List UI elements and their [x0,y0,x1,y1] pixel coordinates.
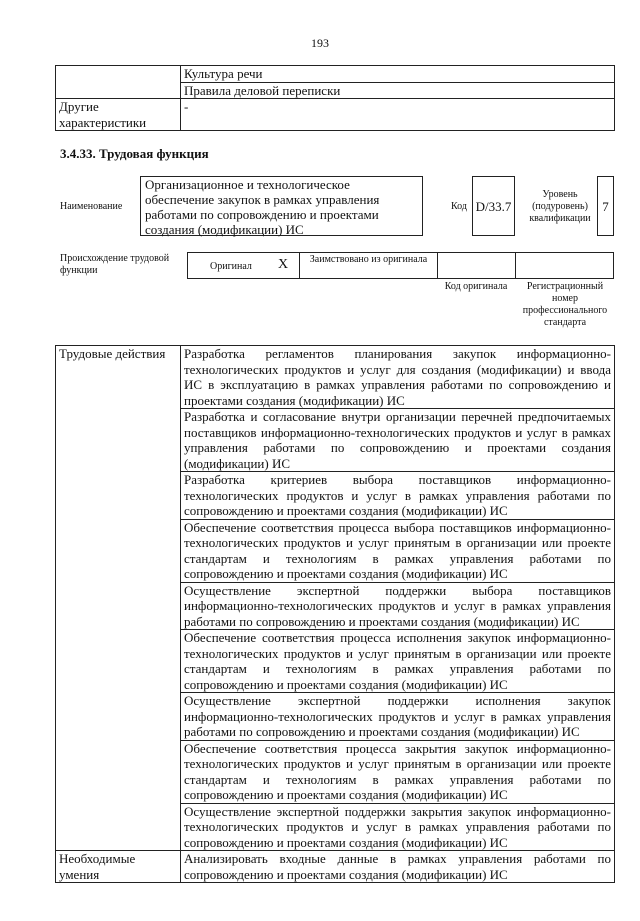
labor-action: Обеспечение соответствия процесса закрытия закупок информационно-технологических продуктов и услуг принятым в организации или проекте стандартам и технологиям в рамках управления работами по сопровождению и проектами создания (модификации) ИС [181,740,615,803]
origin-box [187,252,614,279]
skills-label: Необходимые умения [56,851,181,883]
labor-action: Осуществление экспертной поддержки исполнения закупок информационно-технологических продуктов и услуг в рамках управления работами по сопровождению и проектами создания (модификации) ИС [181,693,615,741]
level-value: 7 [597,176,614,236]
labor-action: Осуществление экспертной поддержки выбора поставщиков информационно-технологических продуктов и услуг в рамках управления работами по сопровождению и проектами создания (модификации) ИС [181,582,615,630]
original-label: Оригинал [210,261,252,272]
code-label: Код [451,201,467,212]
cell-value: - [181,99,615,131]
name-value: Организационное и технологическое обеспечение закупок в рамках управления работами по сопровождению и проектами создания (модификации) ИС [140,176,423,236]
skill: Анализировать входные данные в рамках управления работами по сопровождению и проектами создания (модификации) ИС [181,851,615,883]
labor-actions-label: Трудовые действия [56,346,181,851]
cell-label: Другие характеристики [56,99,181,131]
section-title: 3.4.33. Трудовая функция [60,146,209,161]
code-original-label: Код оригинала [444,281,508,292]
cell-value: Культура речи [181,66,615,83]
name-label: Наименование [60,201,123,212]
page-number: 193 [311,36,329,50]
reg-number-label: Регистрационный номер профессионального стандарта [522,281,608,328]
level-label: Уровень (подуровень) квалификации [529,189,591,224]
labor-action: Осуществление экспертной поддержки закрытия закупок информационно-технологических продуктов и услуг в рамках управления работами по сопровождению и проектами создания (модификации) ИС [181,803,615,851]
labor-action: Обеспечение соответствия процесса исполнения закупок информационно-технологических продуктов и услуг принятым в организации или проекте стандартам и технологиям в рамках управления работами по сопровождению и проектами создания (модификации) ИС [181,630,615,693]
borrowed-label: Заимствовано из оригинала [309,254,428,265]
original-mark: X [278,257,289,272]
labor-action: Обеспечение соответствия процесса выбора поставщиков информационно-технологических продуктов и услуг принятым в организации или проекте стандартам и технологиям в рамках управления работами по сопровождению и проектами создания (модификации) ИС [181,519,615,582]
cell-value: Правила деловой переписки [181,82,615,99]
labor-action: Разработка критериев выбора поставщиков информационно-технологических продуктов и услуг в рамках управления работами по сопровождению и проектами создания (модификации) ИС [181,472,615,520]
code-value: D/33.7 [472,176,515,236]
main-table [55,345,615,883]
origin-label: Происхождение трудовой функции [60,253,170,276]
top-table [55,65,615,131]
labor-action: Разработка и согласование внутри организации перечней предпочитаемых поставщиков информационно-технологических продуктов и услуг в рамках управления работами по сопровождению и проектами создания (модификации) ИС [181,409,615,472]
labor-action: Разработка регламентов планирования закупок информационно-технологических продуктов и услуг для создания (модификации) и ввода ИС в эксплуатацию в рамках управления работами по сопровождению и проектами создания (модификации) ИС [181,346,615,409]
